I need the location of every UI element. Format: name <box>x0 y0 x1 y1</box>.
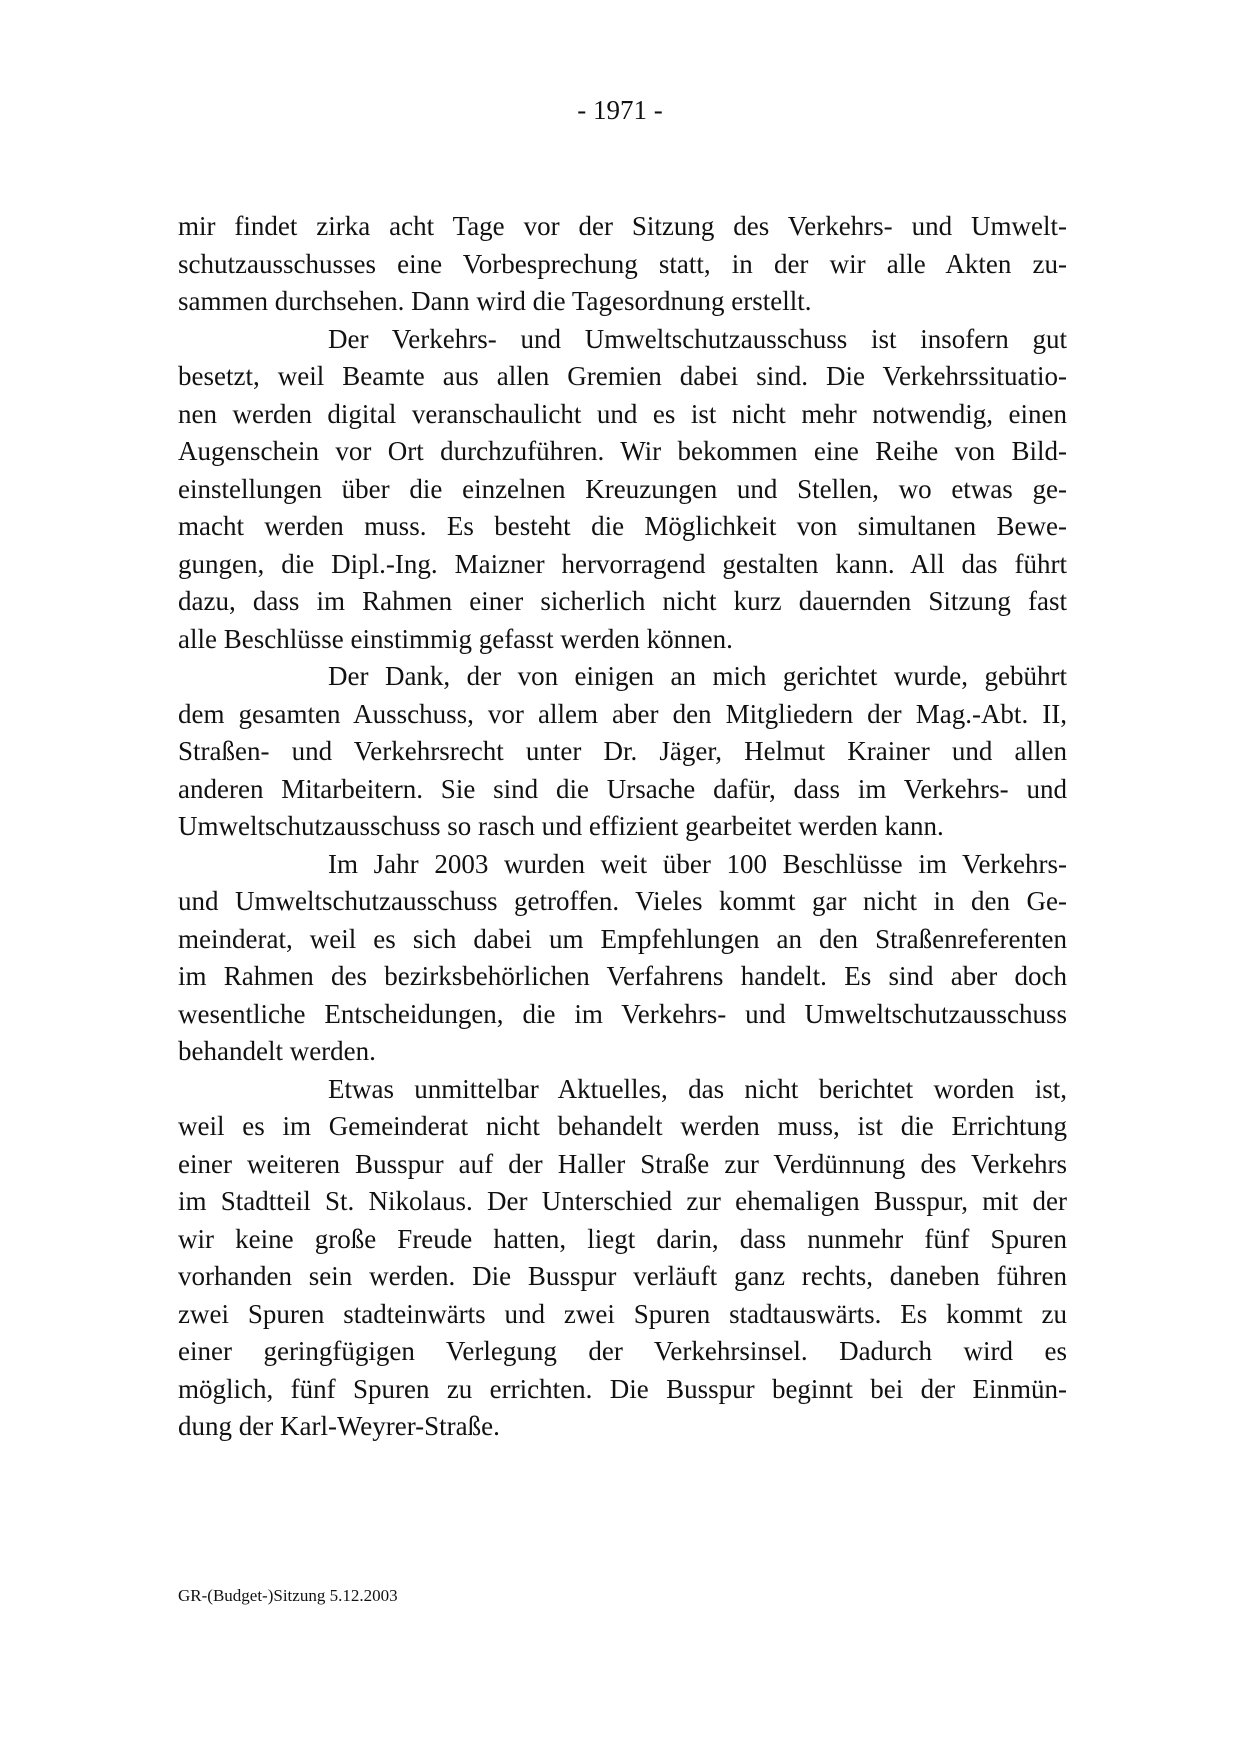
text-line: einer weiteren Busspur auf der Haller Straße zur Verdünnung des Verkehrs <box>178 1148 1067 1179</box>
page-footer: GR-(Budget-)Sitzung 5.12.2003 <box>178 1586 398 1605</box>
text-line: zwei Spuren stadteinwärts und zwei Spuren stadtauswärts. Es kommt zu <box>178 1298 1067 1329</box>
text-line: gungen, die Dipl.-Ing. Maizner hervorragend gestalten kann. All das führt <box>178 548 1067 579</box>
document-body <box>178 208 1067 1446</box>
text-line: macht werden muss. Es besteht die Möglichkeit von simultanen Bewe- <box>178 511 1067 541</box>
text-line: Der Dank, der von einigen an mich gerichtet wurde, gebührt <box>328 661 1067 691</box>
text-line: im Stadtteil St. Nikolaus. Der Unterschied zur ehemaligen Busspur, mit der <box>178 1186 1067 1216</box>
text-line: mir findet zirka acht Tage vor der Sitzung des Verkehrs- und Umwelt- <box>178 211 1067 241</box>
paragraph <box>178 846 1067 1071</box>
text-line: einer geringfügigen Verlegung der Verkehrsinsel. Dadurch wird es <box>178 1336 1067 1366</box>
text-line: meinderat, weil es sich dabei um Empfehlungen an den Straßenreferenten <box>178 923 1067 954</box>
text-line: dung der Karl-Weyrer-Straße. <box>178 1411 500 1441</box>
paragraph <box>178 208 1067 321</box>
text-line: wesentliche Entscheidungen, die im Verkehrs- und Umweltschutzausschuss <box>178 998 1067 1029</box>
text-line: Im Jahr 2003 wurden weit über 100 Beschlüsse im Verkehrs- <box>328 848 1067 879</box>
text-line: Augenschein vor Ort durchzuführen. Wir bekommen eine Reihe von Bild- <box>178 436 1067 466</box>
text-line: Der Verkehrs- und Umweltschutzausschuss ist insofern gut <box>328 323 1067 354</box>
text-line: einstellungen über die einzelnen Kreuzungen und Stellen, wo etwas ge- <box>178 473 1067 504</box>
text-line: und Umweltschutzausschuss getroffen. Vieles kommt gar nicht in den Ge- <box>178 886 1067 916</box>
text-line: Etwas unmittelbar Aktuelles, das nicht berichtet worden ist, <box>328 1073 1067 1104</box>
paragraph <box>178 658 1067 846</box>
text-line: Straßen- und Verkehrsrecht unter Dr. Jäger, Helmut Krainer und allen <box>178 736 1067 766</box>
text-line: besetzt, weil Beamte aus allen Gremien dabei sind. Die Verkehrssituatio- <box>178 361 1067 391</box>
text-line: anderen Mitarbeitern. Sie sind die Ursache dafür, dass im Verkehrs- und <box>178 773 1067 804</box>
page-number: - 1971 - <box>577 95 663 125</box>
text-line: behandelt werden. <box>178 1036 376 1066</box>
text-line: dazu, dass im Rahmen einer sicherlich nicht kurz dauernden Sitzung fast <box>178 586 1067 616</box>
text-line: schutzausschusses eine Vorbesprechung statt, in der wir alle Akten zu- <box>178 248 1067 279</box>
text-line: dem gesamten Ausschuss, vor allem aber den Mitgliedern der Mag.-Abt. II, <box>178 698 1067 729</box>
paragraph <box>178 1071 1067 1446</box>
text-line: Umweltschutzausschuss so rasch und effizient gearbeitet werden kann. <box>178 811 944 841</box>
text-line: im Rahmen des bezirksbehörlichen Verfahrens handelt. Es sind aber doch <box>178 961 1067 991</box>
text-line: nen werden digital veranschaulicht und es ist nicht mehr notwendig, einen <box>178 398 1067 429</box>
text-line: vorhanden sein werden. Die Busspur verläuft ganz rechts, daneben führen <box>178 1261 1067 1291</box>
text-line: alle Beschlüsse einstimmig gefasst werden können. <box>178 623 733 654</box>
paragraph <box>178 321 1067 659</box>
text-line: wir keine große Freude hatten, liegt darin, dass nunmehr fünf Spuren <box>178 1223 1067 1254</box>
text-line: sammen durchsehen. Dann wird die Tagesordnung erstellt. <box>178 286 812 316</box>
text-line: möglich, fünf Spuren zu errichten. Die Busspur beginnt bei der Einmün- <box>178 1373 1067 1404</box>
text-line: weil es im Gemeinderat nicht behandelt werden muss, ist die Errichtung <box>178 1111 1067 1141</box>
